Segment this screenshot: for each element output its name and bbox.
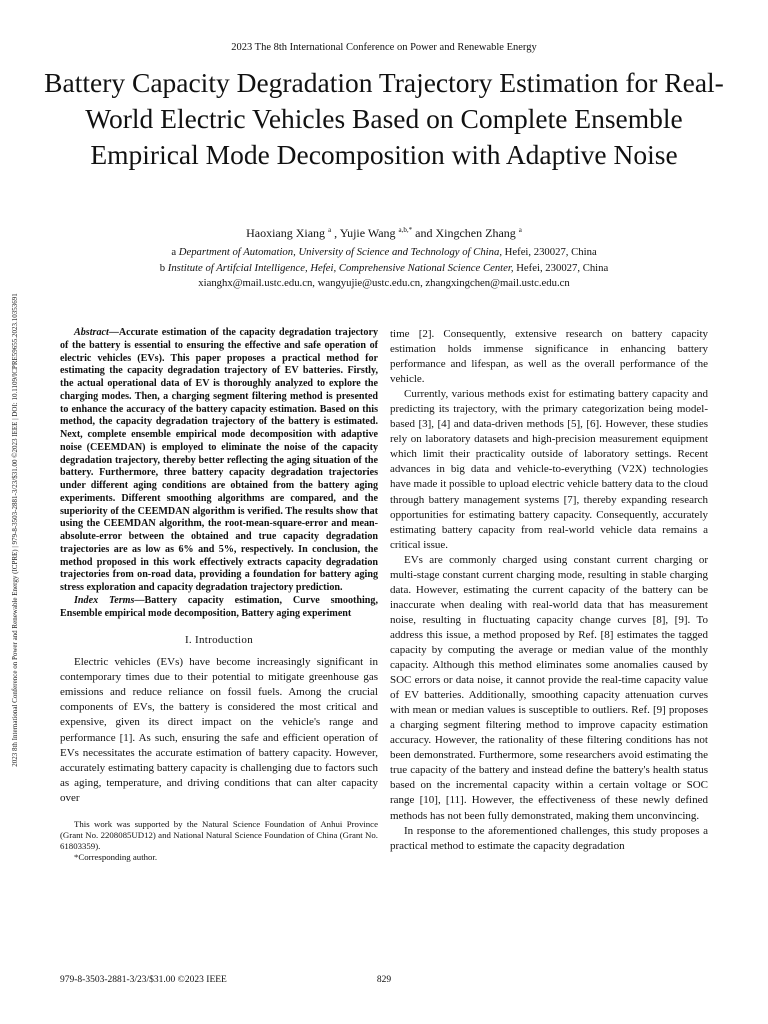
body-paragraph: In response to the aforementioned challenges, this study proposes a practical method to estimate the capacity degradation bbox=[390, 824, 708, 852]
affiliation-place: Hefei, 230027, China bbox=[516, 262, 609, 274]
author-superscript: a bbox=[328, 226, 332, 234]
author-superscript: a bbox=[518, 226, 522, 234]
affiliation-dept: Institute of Artifcial Intelligence, Hefei, Comprehensive National Science Center, bbox=[167, 262, 514, 274]
abstract-lead: Abstract bbox=[74, 327, 109, 338]
affiliation-tag: a bbox=[171, 246, 177, 258]
section-heading: I. Introduction bbox=[184, 634, 254, 647]
index-terms bbox=[60, 595, 378, 621]
body-paragraph: Currently, various methods exist for estimating battery capacity and predicting its trajectory, with the primary categorization being model-based [3], [4] and data-driven methods [5], [6]. However, these studies rely on laboratory datasets and high-precision measurement equipment which limit their practicality outside of laboratory settings. Recent advances in big data and vehicle-to-everything (V2X) technologies have made it possible to upload electric vehicle battery data to the cloud through battery management systems [7], thereby expanding research opportunities for estimating battery capacity. Consequently, accurately estimating battery capacity from real-world vehicle data remains a critical issue. bbox=[390, 388, 708, 551]
affiliation-place: Hefei, 230027, China bbox=[504, 246, 597, 258]
body-paragraph: time [2]. Consequently, extensive research on battery capacity estimation holds immense significance in enhancing battery performance and lifespan, as well as the overall performance of the vehicle. bbox=[390, 328, 708, 386]
affiliation-b bbox=[0, 262, 768, 274]
affiliation-a bbox=[0, 246, 768, 258]
funding-footnote: This work was supported by the Natural Science Foundation of Anhui Province (Grant No. 2208085UD12) and National Natural Science Foundation of China (Grant No. 61803359). bbox=[60, 818, 378, 851]
author-emails: xianghx@mail.ustc.edu.cn, wangyujie@ustc.edu.cn, zhangxingchen@mail.ustc.edu.cn bbox=[198, 277, 570, 289]
affiliation-dept: Department of Automation, University of Science and Technology of China, bbox=[178, 246, 502, 258]
paper-title: Battery Capacity Degradation Trajectory Estimation for Real-World Electric Vehicles Based on Complete Ensemble Empirical Mode Decomposition with Adaptive Noise bbox=[44, 67, 724, 170]
affiliation-tag: b bbox=[159, 262, 166, 274]
side-doi-text: 2023 8th International Conference on Power and Renewable Energy (ICPRE) | 979-8-3503-2881-3/23/$31.00 ©2023 IEEE | DOI: 10.1109/ICPRE59655.2023.10353691 bbox=[11, 293, 19, 767]
body-paragraph: Electric vehicles (EVs) have become increasingly significant in contemporary times due to their potential to mitigate greenhouse gas emissions and reduce reliance on fossil fuels. Among the crucial components of EVs, the battery is considered the most critical and expensive, given its direct impact on the vehicle's range and performance [1]. As such, ensuring the safe and efficient operation of EVs necessitates the accurate estimation of battery capacity. However, accurately estimating battery capacity is challenging due to factors such as aging, temperature, and driving conditions that can alter capacity over bbox=[60, 656, 378, 804]
author-name: Haoxiang Xiang bbox=[246, 226, 326, 240]
author-superscript: a,b,* bbox=[398, 226, 413, 234]
left-column bbox=[60, 327, 378, 863]
author-line bbox=[0, 226, 768, 241]
index-terms-text: —Battery capacity estimation, Curve smoothing, Ensemble empirical mode decomposition, Battery aging experiment bbox=[60, 594, 378, 619]
footer-copyright: 979-8-3503-2881-3/23/$31.00 ©2023 IEEE bbox=[60, 975, 227, 985]
abstract-text: —Accurate estimation of the capacity degradation trajectory of the battery is essential to ensuring the effective and safe operation of electric vehicles (EVs). This paper proposes a practical method for estimating the capacity degradation trajectory of EV batteries. Firstly, the actual operational data of EV is thoroughly analyzed to explore the charging modes. Then, a charging segment filtering method is presented to enhance the accuracy of the battery capacity estimation. Based on this method, the capacity degradation trajectory of the battery is estimated. Next, complete ensemble empirical mode decomposition with adaptive noise (CEEMDAN) is employed to eliminate the noise of the capacity degradation trajectory, thereby better reflecting the aging situation of the battery. Furthermore, three battery capacity degradation trajectories under different aging conditions are obtained from the battery aging experiments. Different smoothing algorithms are compared, and the superiority of the CEEMDAN algorithm is verified. The results show that using the CEEMDAN algorithm, the root-mean-square-error and mean-absolute-error between the obtained and true capacity degradation trajectories are as low as 6% and 5%, respectively. In conclusion, the method proposed in this work effectively extracts capacity degradation trajectories from on-road data, providing a foundation for battery aging stress exploration and capacity degradation trajectory prediction. bbox=[60, 327, 378, 593]
body-paragraph: EVs are commonly charged using constant current charging or multi-stage constant current charging mode, resulting in stable charging data. However, estimating the current capacity of the battery can be inaccurate when dealing with real-world data that has measurement noise, resulting in fluctuating capacity change curves [8], [9]. To address this issue, a method proposed by Ref. [8] estimates the tagged capacity by computing the average or median value of the monthly capacity. Although this method eliminates some anomalies caused by SOC errors or data noise, it cannot provide the real-time capacity value of EV batteries. Additionally, smoothing capacity attenuation curves with mean or median values is susceptible to outliers. Ref. [9] proposes a charging segment filtering method to improve capacity estimation accuracy. However, the rationality of these filtering conditions has not been demonstrated. Furthermore, some researchers avoid estimating the true capacity of the battery and instead define the battery's health status based on the incremental capacity within a certain voltage or SOC range [10], [11]. However, the effectiveness of these newly defined methods has not been fully demonstrated, making them unconvincing. bbox=[390, 553, 708, 822]
index-terms-lead: Index Terms bbox=[74, 594, 135, 606]
right-column bbox=[390, 327, 708, 854]
author-conjunction: and bbox=[415, 226, 436, 240]
author-separator: , bbox=[334, 226, 340, 240]
author-name: Xingchen Zhang bbox=[435, 226, 516, 240]
abstract bbox=[60, 327, 378, 595]
author-name: Yujie Wang bbox=[339, 226, 396, 240]
page-number: 829 bbox=[376, 975, 392, 985]
corresponding-footnote: *Corresponding author. bbox=[74, 851, 158, 862]
conference-header: 2023 The 8th International Conference on Power and Renewable Energy bbox=[231, 42, 537, 53]
